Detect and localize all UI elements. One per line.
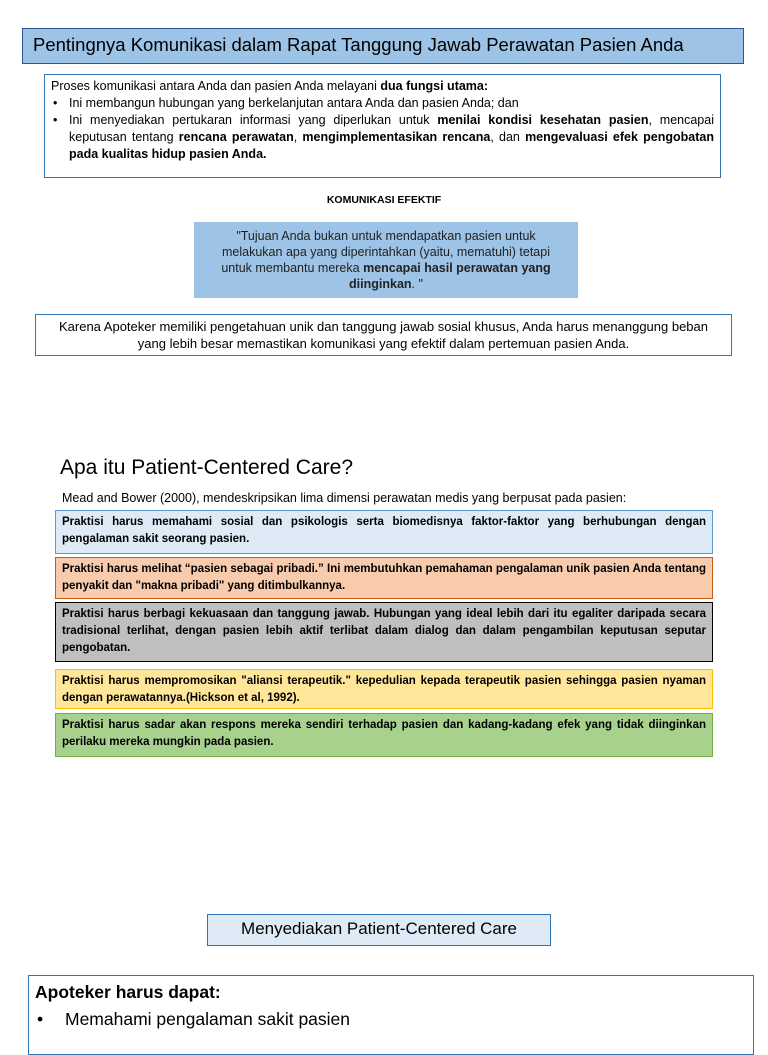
section-label-effective-communication: KOMUNIKASI EFEKTIF xyxy=(326,194,442,206)
pharmacist-note: Karena Apoteker memiliki pengetahuan unik dan tanggung jawab sosial khusus, Anda harus menanggung beban yang lebih besar memastikan komunikasi yang efektif dalam pertemuan pasien Anda. xyxy=(35,314,732,356)
intro-lead xyxy=(51,78,714,95)
pcc-intro: Mead and Bower (2000), mendeskripsikan lima dimensi perawatan medis yang berpusat pada pasien: xyxy=(62,491,627,505)
quote-box xyxy=(194,222,578,298)
bullet2-bold-1: menilai kondisi kesehatan pasien xyxy=(437,113,649,127)
bullet2-text-1: Ini menyediakan pertukaran informasi yang diperlukan untuk xyxy=(69,113,438,127)
dimension-box-5: Praktisi harus sadar akan respons mereka sendiri terhadap pasien dan kadang-kadang efek yang tidak diinginkan perilaku mereka mungkin pada pasien. xyxy=(55,713,713,757)
dimension-box-3: Praktisi harus berbagi kekuasaan dan tanggung jawab. Hubungan yang ideal lebih dari itu egaliter daripada secara tradisional terlihat, dengan pasien lebih aktif terlibat dalam dialog dan dalam pengambilan keputusan seputar pengobatan. xyxy=(55,602,713,662)
pharmacist-must-item-text: Memahami pengalaman sakit pasien xyxy=(65,1009,351,1029)
bullet2-bold-3: mengimplementasikan rencana xyxy=(302,130,491,144)
dimension-box-1: Praktisi harus memahami sosial dan psikologis serta biomedisnya faktor-faktor yang berhubungan dengan pengalaman sakit seorang pasien. xyxy=(55,510,713,554)
intro-lead-text: Proses komunikasi antara Anda dan pasien Anda melayani xyxy=(51,79,381,93)
intro-bullet-2 xyxy=(51,112,714,163)
intro-list xyxy=(51,95,714,163)
pharmacist-must-title: Apoteker harus dapat: xyxy=(35,982,221,1002)
page-title: Pentingnya Komunikasi dalam Rapat Tanggung Jawab Perawatan Pasien Anda xyxy=(22,28,744,64)
bullet2-bold-2: rencana perawatan xyxy=(178,130,294,144)
bullet2-text-3: , xyxy=(293,130,303,144)
intro-box xyxy=(44,74,721,178)
bullet2-bold-4: mengevaluasi efek pengobatan pada kualitas hidup pasien Anda. xyxy=(69,130,714,161)
intro-bullet-1: • Ini membangun hubungan yang berkelanjutan antara Anda dan pasien Anda; dan xyxy=(51,95,714,112)
bullet2-text-4: , dan xyxy=(490,130,526,144)
pcc-heading: Apa itu Patient-Centered Care? xyxy=(60,456,354,479)
quote-text-2: . " xyxy=(411,277,423,291)
quote-text-1: "Tujuan Anda bukan untuk mendapatkan pasien untuk melakukan apa yang diperintahkan (yaitu, mematuhi) tetapi untuk membantu mereka xyxy=(221,229,550,275)
provide-pcc-banner: Menyediakan Patient-Centered Care xyxy=(207,914,551,946)
bullet2-text-2: , mencapai keputusan tentang xyxy=(69,113,714,144)
dimension-box-2: Praktisi harus melihat “pasien sebagai pribadi.” Ini membutuhkan pemahaman pengalaman unik pasien Anda tentang penyakit dan "makna pribadi" yang ditimbulkannya. xyxy=(55,557,713,599)
pharmacist-must-box xyxy=(28,975,754,1055)
intro-lead-bold: dua fungsi utama: xyxy=(380,79,489,93)
dimension-box-4: Praktisi harus mempromosikan "aliansi terapeutik." kepedulian kepada terapeutik pasien sehingga pasien nyaman dengan perawatannya.(Hickson et al, 1992). xyxy=(55,669,713,709)
bullet-glyph: • xyxy=(37,1009,44,1029)
quote-bold: mencapai hasil perawatan yang diinginkan xyxy=(349,261,551,291)
pharmacist-must-item xyxy=(35,1009,753,1030)
